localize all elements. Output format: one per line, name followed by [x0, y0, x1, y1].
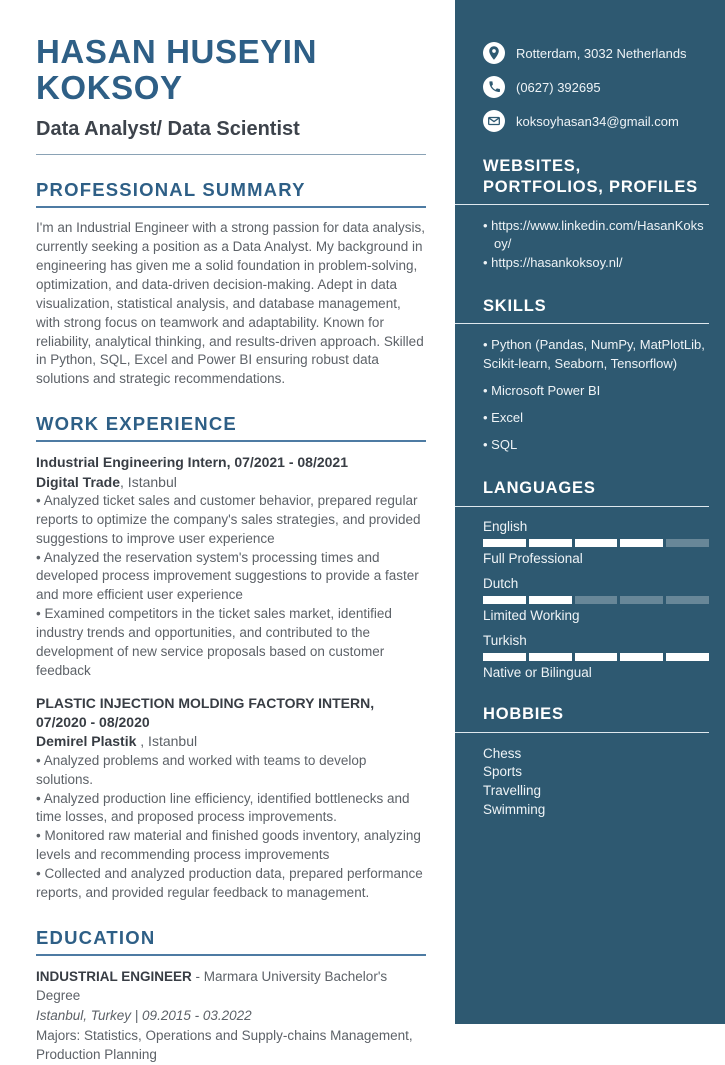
websites-heading-line1: WEBSITES,	[483, 157, 581, 175]
section-websites	[483, 156, 709, 272]
job-bullet: • Monitored raw material and finished goods inventory, analyzing levels and recommending process improvements	[36, 827, 426, 865]
job-bullet: • Analyzed problems and worked with teams to develop solutions.	[36, 752, 426, 790]
website-link[interactable]: • https://hasankoksoy.nl/	[483, 254, 709, 272]
hobbies-heading: HOBBIES	[455, 704, 709, 733]
email-envelope-icon	[483, 110, 505, 132]
language-name: English	[483, 519, 528, 534]
company-location: , Istanbul	[120, 473, 177, 490]
company-name: Digital Trade	[36, 473, 121, 490]
contact-phone-row	[483, 76, 709, 98]
languages-heading: LANGUAGES	[455, 478, 709, 507]
education-heading: EDUCATION	[36, 927, 426, 956]
language-level-bar	[483, 653, 709, 661]
professional-summary-text: I'm an Industrial Engineer with a strong passion for data analysis, currently seeking a position as a Data Analyst. My background in engineering has given me a solid foundation in problem-solving, optimization, and data-driven decision-making. Adept in data visualization, statistical analysis, and database management, with strong focus on teamwork and adaptability. Known for reliability, analytical thinking, and results-driven approach. Skilled in Python, SQL, Excel and Power BI ensuring robust data solutions and strategic recommendations.	[36, 220, 426, 387]
degree-school: - Marmara University Bachelor's Degree	[36, 968, 388, 1004]
company-location: , Istanbul	[140, 733, 198, 750]
language-level-bar	[483, 539, 709, 547]
section-professional-summary	[36, 179, 426, 389]
professional-summary-heading: PROFESSIONAL SUMMARY	[36, 179, 426, 208]
job-entry	[36, 694, 426, 903]
contact-phone: (0627) 392695	[516, 79, 601, 95]
websites-heading-line2: PORTFOLIOS, PROFILES	[483, 177, 698, 196]
section-hobbies	[483, 704, 709, 819]
language-entry	[483, 633, 709, 680]
language-entry	[483, 576, 709, 623]
language-name: Dutch	[483, 576, 519, 591]
section-education	[36, 927, 426, 1065]
contact-location: Rotterdam, 3032 Netherlands	[516, 45, 687, 61]
candidate-job-title: Data Analyst/ Data Scientist	[36, 118, 300, 141]
job-entry	[36, 453, 426, 681]
education-majors: Majors: Statistics, Operations and Supply-chains Management, Production Planning	[36, 1027, 413, 1063]
job-bullet: • Collected and analyzed production data, prepared performance reports, and provided regular feedback to management.	[36, 865, 426, 903]
hobby-item: Chess	[483, 745, 522, 761]
hobby-item: Swimming	[483, 801, 546, 817]
job-title-line: PLASTIC INJECTION MOLDING FACTORY INTERN, 07/2020 - 08/2020	[36, 694, 375, 731]
education-degree-line	[36, 967, 426, 1006]
work-experience-heading: WORK EXPERIENCE	[36, 413, 426, 442]
job-bullet: • Analyzed ticket sales and customer behavior, prepared regular reports to optimize the company's sales strategies, and provided suggestions to improve user experience	[36, 492, 426, 549]
education-location-dates: Istanbul, Turkey | 09.2015 - 03.2022	[36, 1007, 252, 1023]
sidebar	[455, 0, 725, 1024]
language-entry	[483, 519, 709, 566]
section-work-experience	[36, 413, 426, 903]
contact-email: koksoyhasan34@gmail.com	[516, 113, 679, 129]
job-title-line: Industrial Engineering Intern, 07/2021 - 08/2021	[36, 454, 349, 471]
job-bullet: • Analyzed production line efficiency, identified bottlenecks and time losses, and proposed process improvements.	[36, 790, 426, 828]
degree-name: INDUSTRIAL ENGINEER	[36, 968, 192, 984]
job-bullet: • Analyzed the reservation system's processing times and developed process improvement suggestions to provide a faster and more efficient user experience	[36, 549, 426, 606]
hobby-item: Travelling	[483, 782, 542, 798]
section-skills	[483, 296, 709, 455]
company-name: Demirel Plastik	[36, 733, 141, 750]
header-divider	[36, 154, 426, 155]
skill-item: • Excel	[483, 409, 709, 427]
websites-heading	[455, 156, 709, 205]
phone-icon	[483, 76, 505, 98]
contact-email-row	[483, 110, 709, 132]
skill-item: • Microsoft Power BI	[483, 382, 709, 400]
candidate-name: HASAN HUSEYIN KOKSOY	[36, 33, 318, 106]
section-languages	[483, 478, 709, 680]
language-level-label: Native or Bilingual	[483, 665, 592, 680]
contact-location-row	[483, 42, 709, 64]
language-level-label: Limited Working	[483, 608, 580, 623]
job-bullet: • Examined competitors in the ticket sales market, identified industry trends and opportunities, and contributed to the development of new service proposals based on customer feedback	[36, 605, 426, 681]
location-pin-icon	[483, 42, 505, 64]
language-level-label: Full Professional	[483, 551, 583, 566]
job-company-line	[36, 732, 426, 751]
skill-item: • SQL	[483, 436, 709, 454]
language-name: Turkish	[483, 633, 527, 648]
skills-heading: SKILLS	[455, 296, 709, 325]
website-link[interactable]: • https://www.linkedin.com/HasanKoksoy/	[483, 217, 709, 253]
hobby-item: Sports	[483, 764, 523, 780]
language-level-bar	[483, 596, 709, 604]
skill-item: • Python (Pandas, NumPy, MatPlotLib, Scikit-learn, Seaborn, Tensorflow)	[483, 336, 709, 372]
job-company-line	[36, 473, 426, 492]
